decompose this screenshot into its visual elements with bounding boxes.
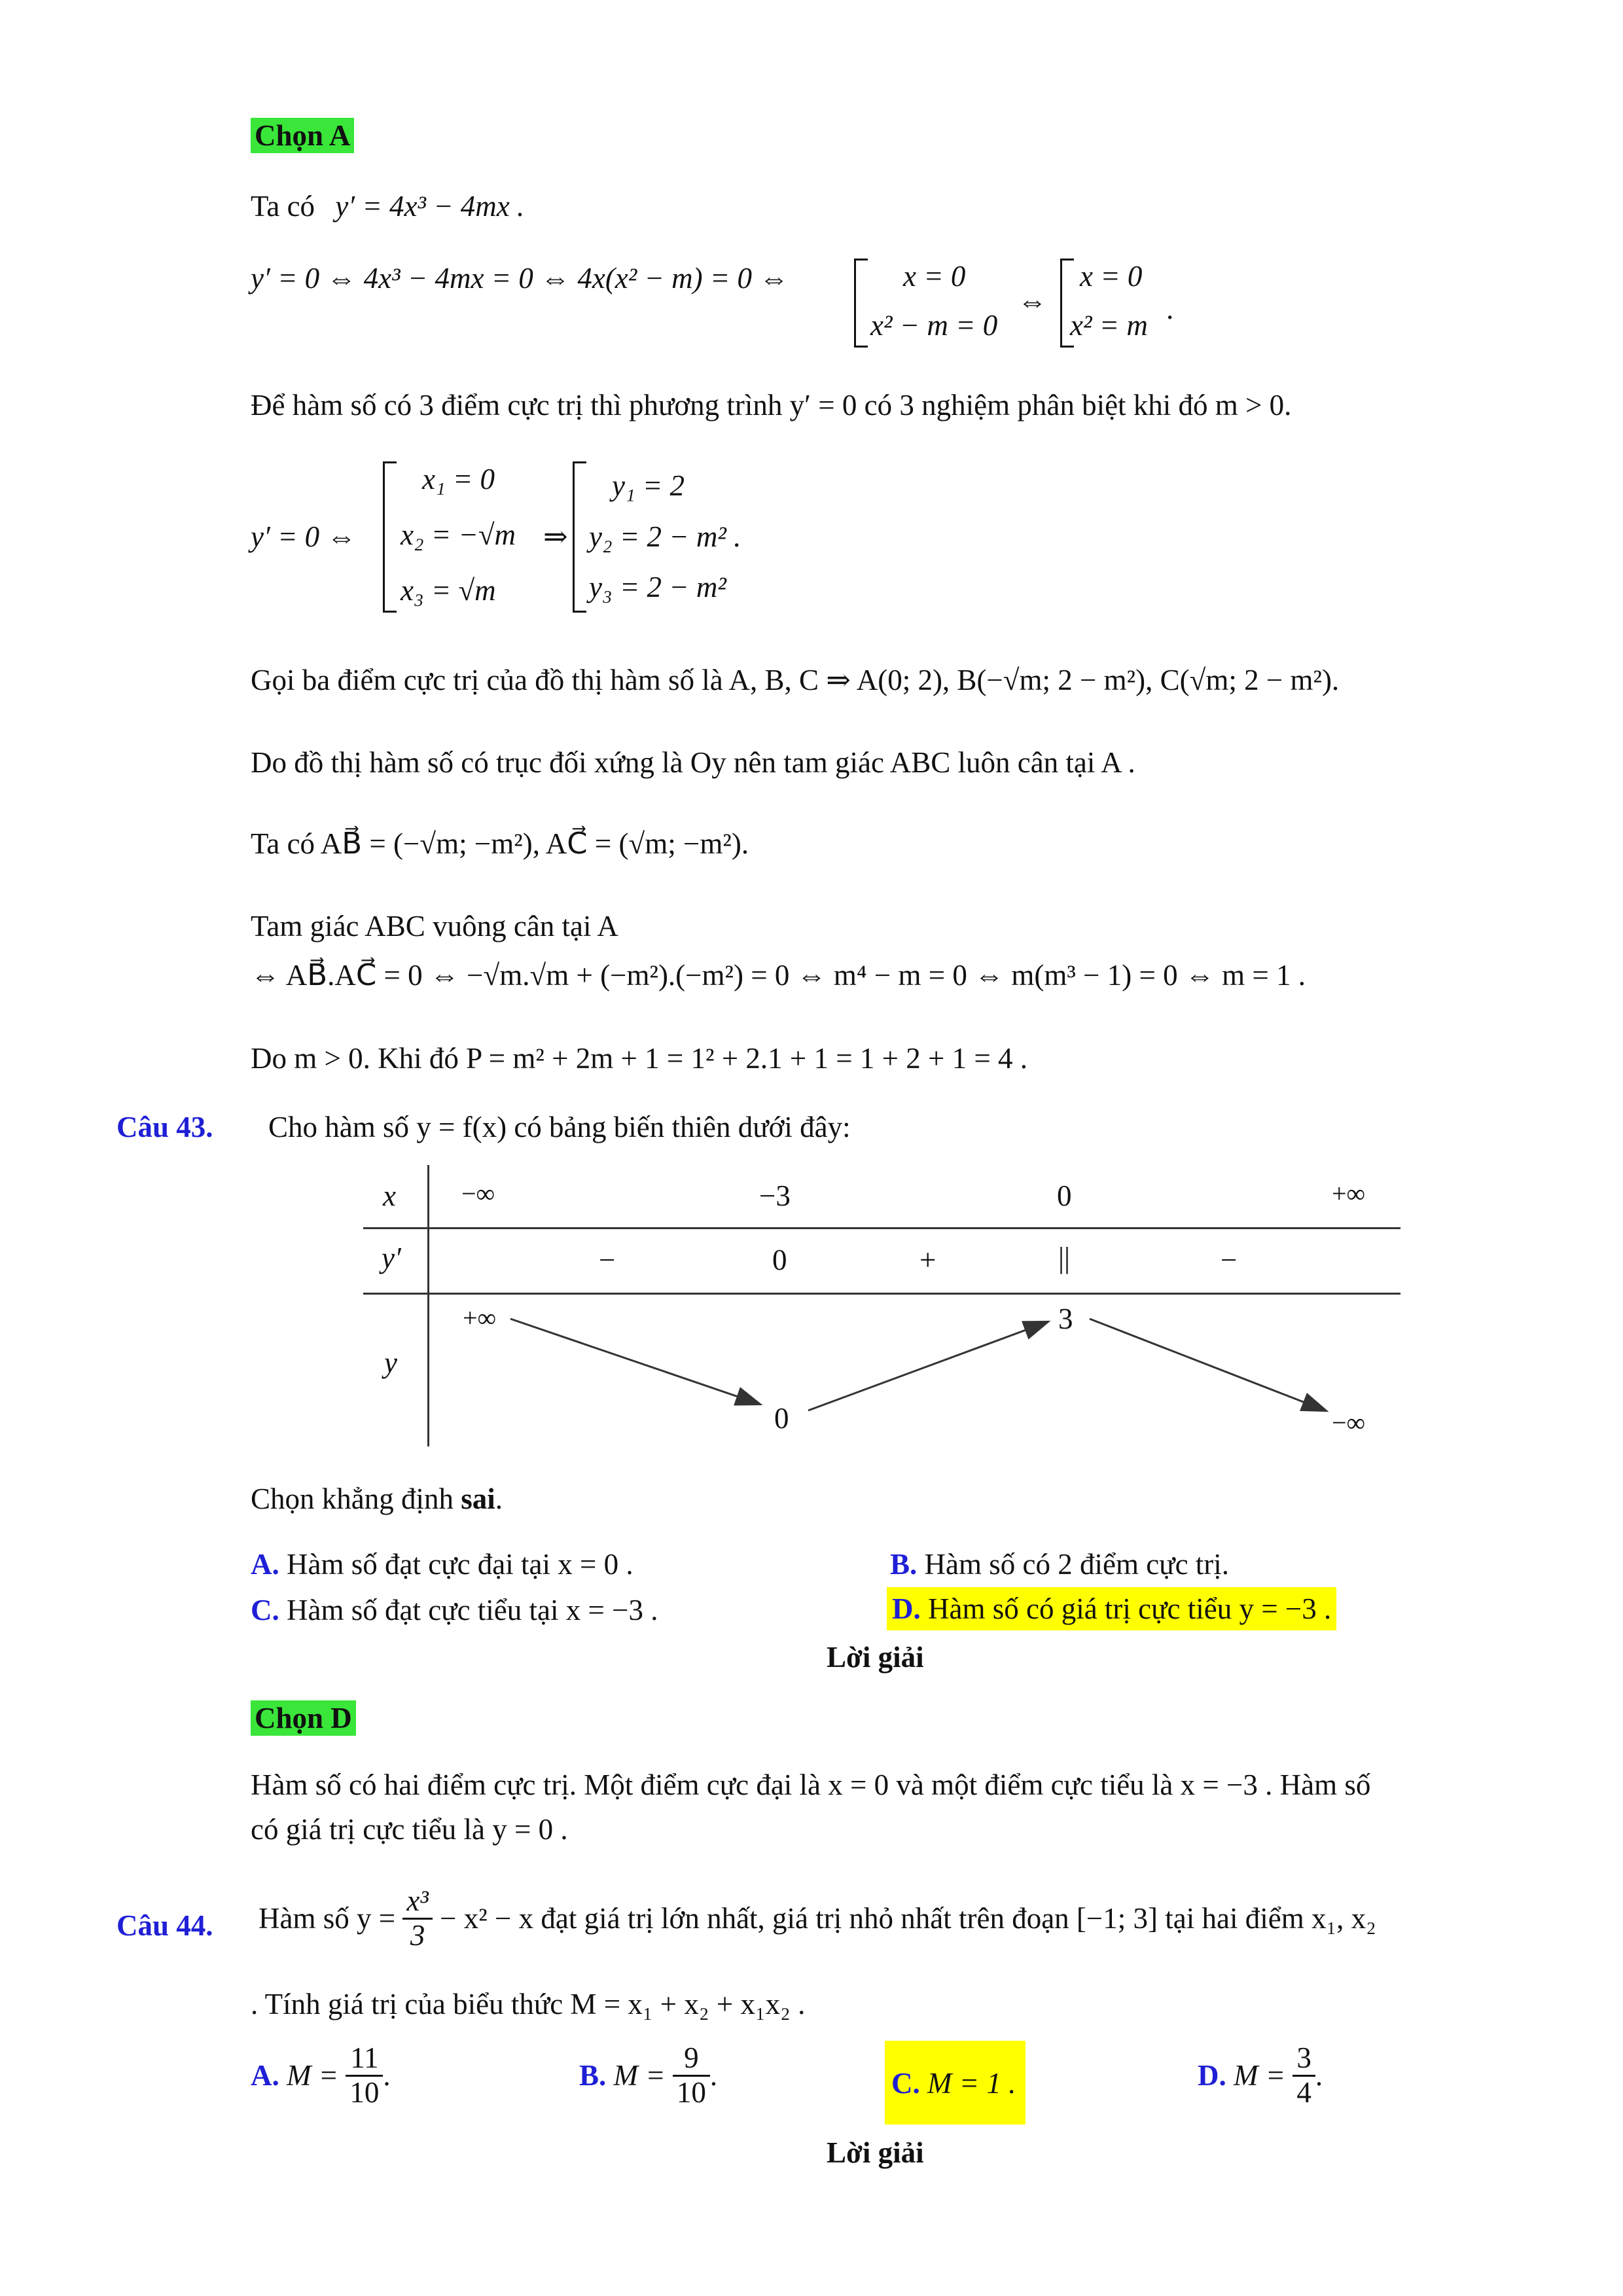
question-stem-line2: . Tính giá trị của biểu thức M = x₁ + x₂ + x₁x₂ . (251, 1988, 806, 2020)
x-value: 0 (1057, 1179, 1072, 1212)
system-line: x₃ = √m (401, 574, 496, 607)
option-b[interactable]: B. Hàm số có 2 điểm cực trị. (890, 1548, 1230, 1581)
condition-line: Để hàm số có 3 điểm cực trị thì phương trình y′ = 0 có 3 nghiệm phân biệt khi đó m > 0. (251, 389, 1292, 422)
x-value: +∞ (1332, 1179, 1366, 1208)
vectors-line: Ta có AB⃗ = (−√m; −m²), AC⃗ = (√m; −m²). (251, 827, 749, 860)
y-value: 3 (1058, 1302, 1073, 1335)
question-stem: Cho hàm số y = f(x) có bảng biến thiên dưới đây: (268, 1111, 851, 1143)
sign-value: 0 (772, 1244, 787, 1276)
right-isosceles-line: Tam giác ABC vuông cân tại A (251, 910, 618, 942)
x-value: −3 (759, 1179, 791, 1212)
sign-value: − (1221, 1244, 1238, 1276)
symmetry-line: Do đồ thị hàm số có trục đối xứng là Oy nên tam giác ABC luôn cân tại A . (251, 746, 1135, 779)
derivative-line: Ta có y′ = 4x³ − 4mx . (251, 190, 525, 223)
fraction: $\frac{11}{10}$ (346, 2042, 383, 2109)
fraction: $\frac{\text{x³}}{3}$ (402, 1885, 432, 1952)
row-label-x: x (383, 1179, 396, 1212)
dot-product-line: ⇔ AB⃗.AC⃗ = 0 ⇔ −√m.√m + (−m²).(−m²) = 0 ⇔ m⁴ − m = 0 ⇔ m(m³ − 1) = 0 ⇔ m = 1 . (251, 959, 1306, 992)
solution-heading: Lời giải (827, 2136, 924, 2169)
question-number: Câu 44. (116, 1909, 213, 1942)
arrow-down (1090, 1319, 1325, 1410)
fraction: $\frac{3}{4}$ (1293, 2042, 1315, 2109)
option-d[interactable]: D. M = $\frac{3}{4}$ . (1198, 2041, 1323, 2109)
implies-symbol: ⇒ (543, 520, 568, 553)
variation-table (363, 1165, 1400, 1446)
option-c-correct[interactable]: C. M = 1 . (885, 2041, 1026, 2125)
option-d-correct[interactable]: D. Hàm số có giá trị cực tiểu y = −3 . (887, 1587, 1336, 1630)
system-line: x = 0 (903, 260, 966, 293)
arrow-up (808, 1322, 1047, 1410)
derivative-zero-line: y′ = 0 ⇔ 4x³ − 4mx = 0 ⇔ 4x(x² − m) = 0 ⇔ (251, 262, 789, 295)
arrow-down (510, 1319, 759, 1404)
variation-arrows (363, 1165, 1400, 1446)
sign-value: || (1058, 1242, 1071, 1274)
y-value: 0 (774, 1402, 789, 1435)
choose-a-label: Chọn A (251, 118, 354, 153)
system-line: x = 0 (1080, 260, 1143, 293)
sign-value: − (599, 1244, 616, 1276)
fraction: $\frac{9}{10}$ (673, 2042, 710, 2109)
system-bracket (383, 461, 397, 613)
y-value: −∞ (1332, 1408, 1366, 1437)
equiv-symbol: ⇔ (1018, 285, 1047, 317)
row-label-yprime: y′ (382, 1242, 401, 1274)
explanation-line: có giá trị cực tiểu là y = 0 . (251, 1813, 568, 1846)
explanation-line: Hàm số có hai điểm cực trị. Một điểm cực đại là x = 0 và một điểm cực tiểu là x = −3 . Hàm số (251, 1768, 1371, 1801)
option-b[interactable]: B. M = $\frac{9}{10}$ . (579, 2041, 718, 2109)
option-a[interactable]: A. Hàm số đạt cực đại tại x = 0 . (251, 1548, 633, 1581)
option-a[interactable]: A. M = $\frac{11}{10}$ . (251, 2041, 391, 2109)
row-label-y: y (384, 1346, 397, 1379)
system-line: y₃ = 2 − m² (589, 571, 726, 603)
question-stem: Hàm số y = $\frac{\text{x³}}{3}$ − x² − x đạt giá trị lớn nhất, giá trị nhỏ nhất trên đoạn [−1; 3] tại hai điểm x₁, x₂ (259, 1884, 1376, 1952)
system-line: x² − m = 0 (870, 309, 998, 342)
roots-lead: y′ = 0 ⇔ (251, 520, 357, 553)
points-line: Gọi ba điểm cực trị của đồ thị hàm số là A, B, C ⇒ A(0; 2), B(−√m; 2 − m²), C(√m; 2 − m²). (251, 664, 1340, 696)
period: . (1166, 293, 1174, 325)
system-line: y₂ = 2 − m² . (589, 520, 741, 553)
system-line: x² = m (1070, 309, 1148, 342)
system-line: x₁ = 0 (422, 463, 495, 495)
result-line: Do m > 0. Khi đó P = m² + 2m + 1 = 1² + 2.1 + 1 = 1 + 2 + 1 = 4 . (251, 1042, 1028, 1075)
y-value: +∞ (463, 1303, 497, 1333)
solution-heading: Lời giải (827, 1641, 924, 1674)
system-line: y₁ = 2 (612, 469, 685, 502)
system-bracket (573, 461, 586, 613)
option-c[interactable]: C. Hàm số đạt cực tiểu tại x = −3 . (251, 1594, 658, 1626)
sign-value: + (919, 1244, 936, 1276)
choose-false-prompt: Chọn khẳng định sai. (251, 1482, 503, 1515)
choose-d-label: Chọn D (251, 1700, 356, 1736)
question-number: Câu 43. (116, 1111, 213, 1143)
system-line: x₂ = −√m (401, 518, 516, 551)
x-value: −∞ (461, 1179, 495, 1208)
system-bracket (854, 259, 868, 348)
